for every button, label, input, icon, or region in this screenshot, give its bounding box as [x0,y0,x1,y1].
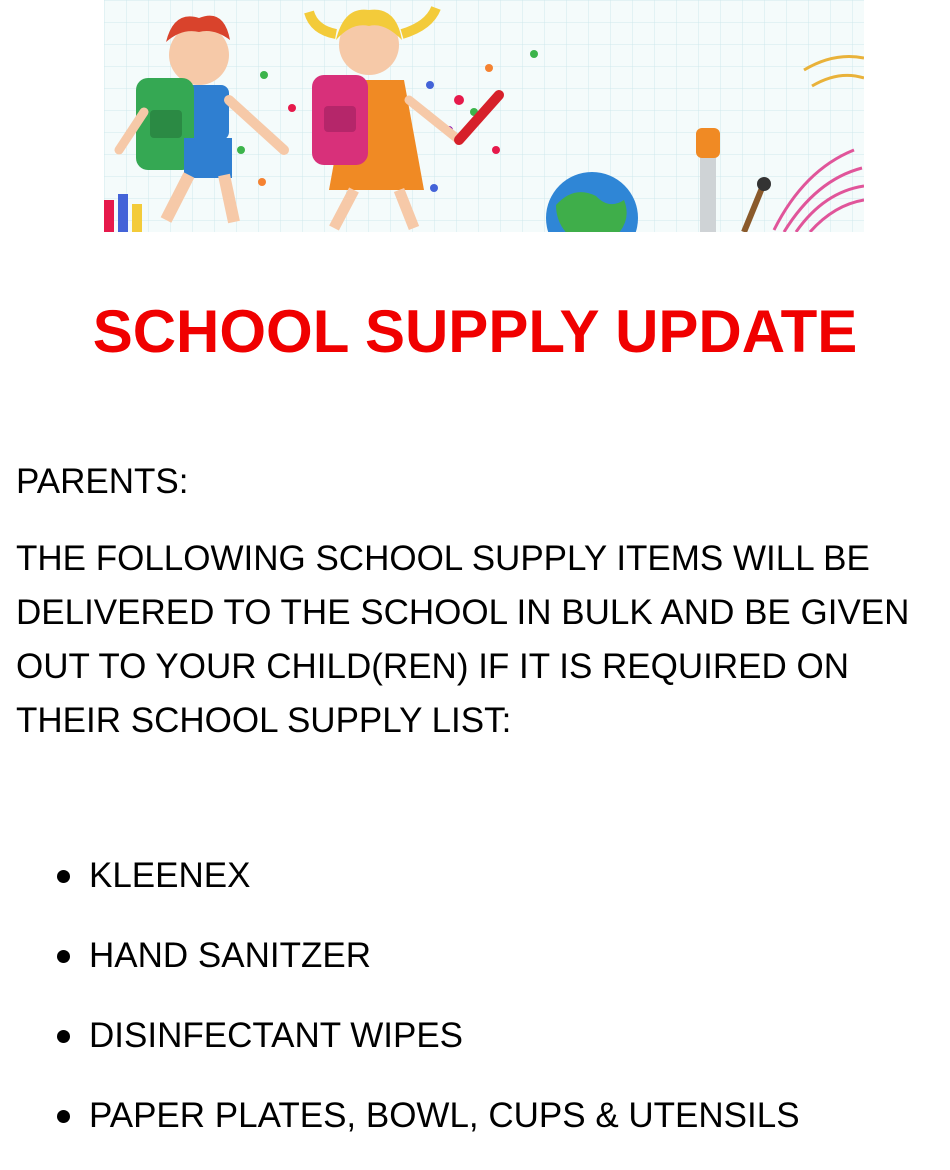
bullet-icon [57,870,70,883]
supply-item-text: HAND SANITZER [89,936,371,975]
banner-illustration [104,0,864,232]
list-item [0,850,950,930]
intro-line: THE FOLLOWING SCHOOL SUPPLY ITEMS WILL BE [16,539,870,578]
list-item [0,930,950,1010]
supply-item-text: KLEENEX [89,856,251,895]
greeting-text: PARENTS: [16,462,189,501]
supply-item-text: PAPER PLATES, BOWL, CUPS & UTENSILS [89,1096,800,1135]
intro-line: OUT TO YOUR CHILD(REN) IF IT IS REQUIRED ON [16,647,849,686]
supply-list [0,850,950,1170]
list-item [0,1010,950,1090]
supply-item-text: DISINFECTANT WIPES [89,1016,464,1055]
bullet-icon [57,950,70,963]
intro-paragraph [16,532,946,748]
intro-line: DELIVERED TO THE SCHOOL IN BULK AND BE GIVEN [16,593,910,632]
page-title: SCHOOL SUPPLY UPDATE [92,298,858,365]
intro-line: THEIR SCHOOL SUPPLY LIST: [16,701,512,740]
list-item [0,1090,950,1170]
bullet-icon [57,1030,70,1043]
bullet-icon [57,1110,70,1123]
